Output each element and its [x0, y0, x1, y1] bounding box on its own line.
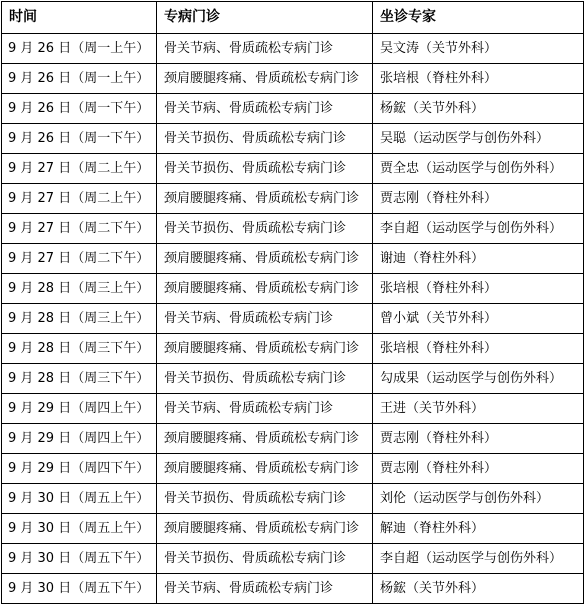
cell-expert: 李自超（运动医学与创伤外科）	[373, 544, 584, 574]
cell-clinic: 颈肩腰腿疼痛、骨质疏松专病门诊	[157, 334, 373, 364]
cell-time: 9 月 28 日（周三下午）	[2, 364, 157, 394]
cell-clinic: 骨关节损伤、骨质疏松专病门诊	[157, 214, 373, 244]
table-row	[2, 34, 584, 64]
cell-expert: 吴聪（运动医学与创伤外科）	[373, 124, 584, 154]
table-row	[2, 514, 584, 544]
table-row	[2, 94, 584, 124]
cell-expert: 张培根（脊柱外科）	[373, 64, 584, 94]
cell-expert: 解迪（脊柱外科）	[373, 514, 584, 544]
table-row	[2, 334, 584, 364]
cell-clinic: 颈肩腰腿疼痛、骨质疏松专病门诊	[157, 64, 373, 94]
cell-clinic: 骨关节病、骨质疏松专病门诊	[157, 304, 373, 334]
header-expert: 坐诊专家	[373, 2, 584, 34]
cell-clinic: 骨关节病、骨质疏松专病门诊	[157, 94, 373, 124]
cell-clinic: 骨关节损伤、骨质疏松专病门诊	[157, 484, 373, 514]
cell-time: 9 月 30 日（周五上午）	[2, 514, 157, 544]
cell-clinic: 颈肩腰腿疼痛、骨质疏松专病门诊	[157, 454, 373, 484]
cell-expert: 杨鋐（关节外科）	[373, 574, 584, 604]
table-row	[2, 274, 584, 304]
table-row	[2, 424, 584, 454]
table-row	[2, 364, 584, 394]
cell-clinic: 骨关节病、骨质疏松专病门诊	[157, 394, 373, 424]
clinic-schedule-table	[1, 1, 584, 604]
cell-time: 9 月 28 日（周三上午）	[2, 304, 157, 334]
cell-expert: 杨鋐（关节外科）	[373, 94, 584, 124]
table-row	[2, 544, 584, 574]
cell-clinic: 颈肩腰腿疼痛、骨质疏松专病门诊	[157, 184, 373, 214]
cell-time: 9 月 29 日（周四下午）	[2, 454, 157, 484]
cell-clinic: 颈肩腰腿疼痛、骨质疏松专病门诊	[157, 244, 373, 274]
table-row	[2, 184, 584, 214]
cell-expert: 李自超（运动医学与创伤外科）	[373, 214, 584, 244]
cell-time: 9 月 26 日（周一上午）	[2, 64, 157, 94]
cell-clinic: 骨关节病、骨质疏松专病门诊	[157, 34, 373, 64]
cell-time: 9 月 26 日（周一下午）	[2, 94, 157, 124]
cell-time: 9 月 28 日（周三上午）	[2, 274, 157, 304]
cell-time: 9 月 29 日（周四上午）	[2, 394, 157, 424]
cell-time: 9 月 27 日（周二上午）	[2, 154, 157, 184]
table-row	[2, 394, 584, 424]
cell-expert: 贾志刚（脊柱外科）	[373, 424, 584, 454]
cell-expert: 张培根（脊柱外科）	[373, 334, 584, 364]
cell-expert: 曾小斌（关节外科）	[373, 304, 584, 334]
cell-clinic: 骨关节病、骨质疏松专病门诊	[157, 574, 373, 604]
cell-time: 9 月 28 日（周三下午）	[2, 334, 157, 364]
cell-expert: 王进（关节外科）	[373, 394, 584, 424]
table-row	[2, 454, 584, 484]
table-body	[2, 34, 584, 604]
table-row	[2, 304, 584, 334]
cell-expert: 刘伦（运动医学与创伤外科）	[373, 484, 584, 514]
cell-clinic: 骨关节损伤、骨质疏松专病门诊	[157, 154, 373, 184]
table-row	[2, 124, 584, 154]
cell-time: 9 月 26 日（周一下午）	[2, 124, 157, 154]
cell-expert: 张培根（脊柱外科）	[373, 274, 584, 304]
table-row	[2, 574, 584, 604]
table-row	[2, 154, 584, 184]
cell-time: 9 月 30 日（周五下午）	[2, 544, 157, 574]
cell-expert: 勾成果（运动医学与创伤外科）	[373, 364, 584, 394]
cell-expert: 谢迪（脊柱外科）	[373, 244, 584, 274]
cell-clinic: 颈肩腰腿疼痛、骨质疏松专病门诊	[157, 424, 373, 454]
cell-expert: 吴文涛（关节外科）	[373, 34, 584, 64]
cell-expert: 贾全忠（运动医学与创伤外科）	[373, 154, 584, 184]
cell-time: 9 月 30 日（周五上午）	[2, 484, 157, 514]
cell-clinic: 骨关节损伤、骨质疏松专病门诊	[157, 544, 373, 574]
cell-expert: 贾志刚（脊柱外科）	[373, 184, 584, 214]
cell-expert: 贾志刚（脊柱外科）	[373, 454, 584, 484]
cell-time: 9 月 30 日（周五下午）	[2, 574, 157, 604]
cell-clinic: 骨关节损伤、骨质疏松专病门诊	[157, 364, 373, 394]
table-row	[2, 244, 584, 274]
cell-time: 9 月 27 日（周二下午）	[2, 214, 157, 244]
header-time: 时间	[2, 2, 157, 34]
cell-time: 9 月 29 日（周四上午）	[2, 424, 157, 454]
table-row	[2, 64, 584, 94]
cell-time: 9 月 27 日（周二下午）	[2, 244, 157, 274]
table-row	[2, 214, 584, 244]
cell-time: 9 月 27 日（周二上午）	[2, 184, 157, 214]
cell-clinic: 骨关节损伤、骨质疏松专病门诊	[157, 124, 373, 154]
cell-clinic: 颈肩腰腿疼痛、骨质疏松专病门诊	[157, 514, 373, 544]
cell-time: 9 月 26 日（周一上午）	[2, 34, 157, 64]
table-header-row	[2, 2, 584, 34]
table-row	[2, 484, 584, 514]
header-clinic: 专病门诊	[157, 2, 373, 34]
cell-clinic: 颈肩腰腿疼痛、骨质疏松专病门诊	[157, 274, 373, 304]
